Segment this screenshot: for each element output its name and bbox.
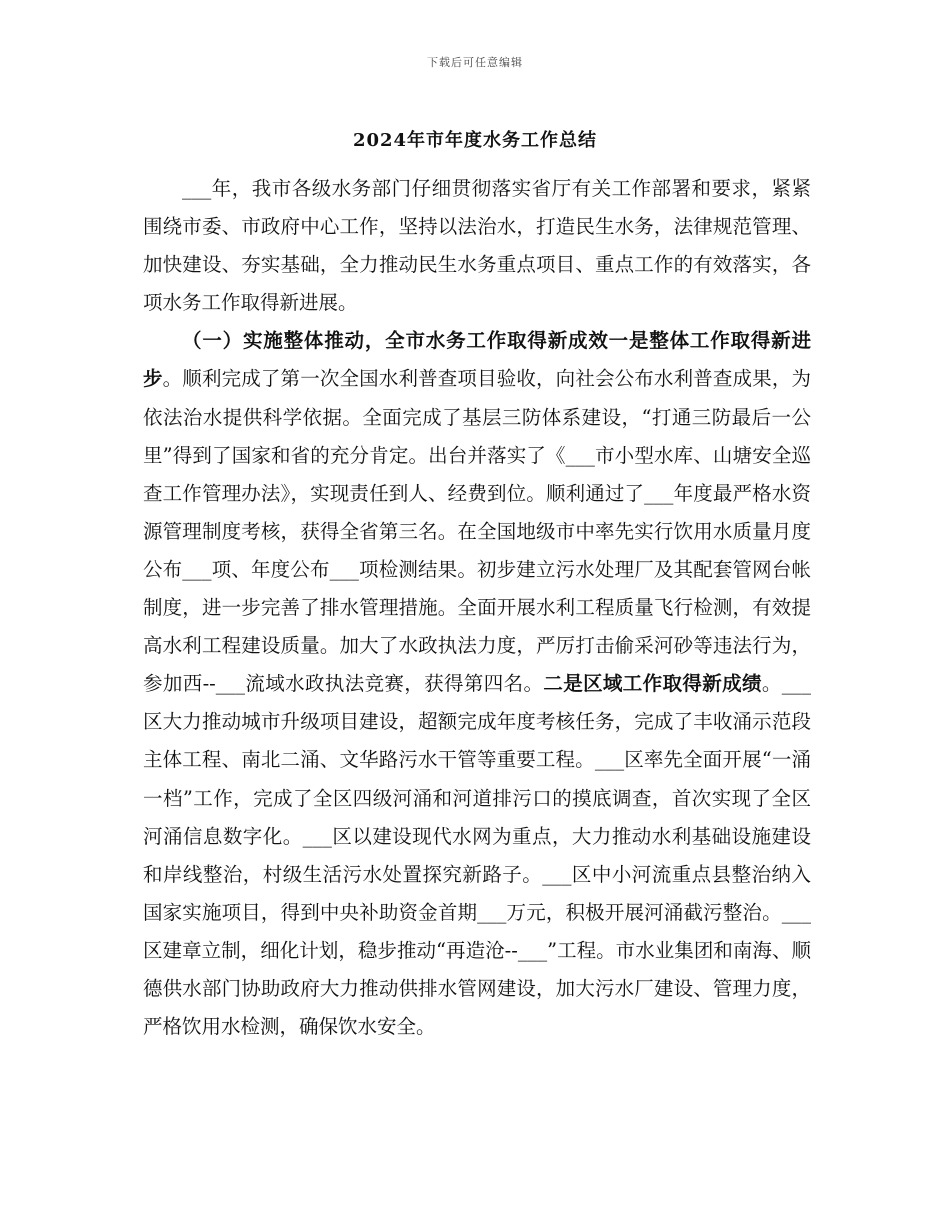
section-1-text-1: 。顺利完成了第一次全国水利普查项目验收，向社会公布水利普查成果，为依法治水提供科学依据。全面完成了基层三防体系建设，“打通三防最后一公里”得到了国家和省的充分肯定。出台并落实了《___市小型水库、山塘安全巡查工作管理办法》，实现责任到人、经费到位。顺利通过了___年度最严格水资源管理制度考核，获得全省第三名。在全国地级市中率先实行饮用水质量月度公布___项、年度公布___项检测结果。初步建立污水处理厂及其配套管网台帐制度，进一步完善了排水管理措施。全面开展水利工程质量飞行检测，有效提高水利工程建设质量。加大了水政执法力度，严厉打击偷采河砂等违法行为，参加西--___流域水政执法竞赛，获得第四名。 bbox=[143, 367, 811, 696]
section-1-heading: （一）实施整体推动，全市水务工作取得新成效一是整体工作取得新进步 bbox=[143, 329, 811, 391]
header-note: 下载后可任意编辑 bbox=[427, 56, 523, 69]
section-1-paragraph bbox=[143, 322, 811, 1046]
section-1-text-2: 。___区大力推动城市升级项目建设，超额完成年度考核任务，完成了丰收涌示范段主体工程、南北二涌、文华路污水干管等重要工程。___区率先全面开展“一涌一档”工作，完成了全区四级河涌和河道排污口的摸底调查，首次实现了全区河涌信息数字化。___区以建设现代水网为重点，大力推动水利基础设施建设和岸线整治，村级生活污水处置探究新路子。___区中小河流重点县整治纳入国家实施项目，得到中央补助资金首期___万元，积极开展河涌截污整治。___区建章立制，细化计划，稳步推动“再造沧--___”工程。市水业集团和南海、顺德供水部门协助政府大力推动供排水管网建设，加大污水厂建设、管理力度，严格饮用水检测，确保饮水安全。 bbox=[143, 672, 811, 1039]
section-1-subheading-2: 二是区域工作取得新成绩 bbox=[543, 672, 762, 696]
intro-paragraph: ___年，我市各级水务部门仔细贯彻落实省厅有关工作部署和要求，紧紧围绕市委、市政府中心工作，坚持以法治水，打造民生水务，法律规范管理、加快建设、夯实基础，全力推动民生水务重点项目、重点工作的有效落实，各项水务工作取得新进展。 bbox=[143, 177, 811, 315]
document-title: 2024年市年度水务工作总结 bbox=[352, 130, 598, 151]
document-body bbox=[143, 170, 811, 1046]
